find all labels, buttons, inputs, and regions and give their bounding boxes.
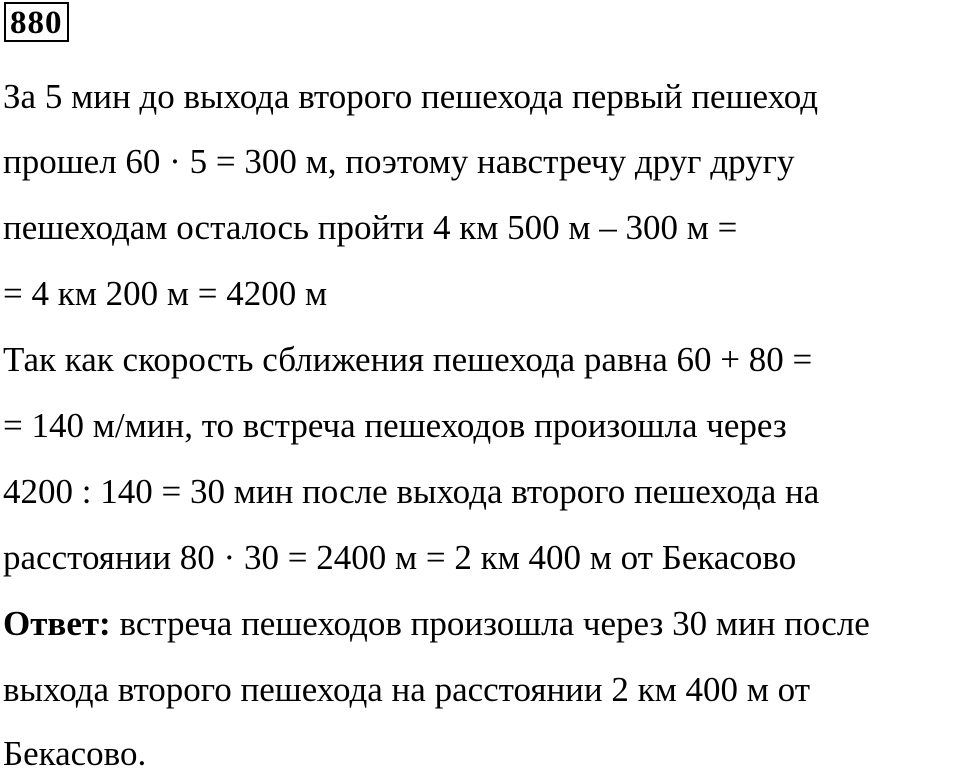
answer-text-1: встреча пешеходов произошла через 30 мин после (110, 604, 870, 643)
solution-line-7: 4200 : 140 = 30 мин после выхода второго пешехода на (3, 472, 820, 511)
solution-line-5: Так как скорость сближения пешехода равна 60 + 80 = (3, 340, 813, 379)
solution-line-1: За 5 мин до выхода второго пешехода первый пешеход (3, 77, 819, 116)
answer-line-3: Бекасово. (3, 734, 147, 773)
problem-number: 880 (4, 2, 69, 42)
answer-line-2: выхода второго пешехода на расстоянии 2 км 400 м от (3, 670, 811, 709)
solution-line-2: прошел 60 · 5 = 300 м, поэтому навстречу друг другу (3, 142, 795, 181)
solution-line-3: пешеходам осталось пройти 4 км 500 м – 300 м = (3, 208, 738, 247)
answer-line-1 (3, 604, 870, 644)
answer-label: Ответ: (3, 604, 111, 643)
solution-line-8: расстоянии 80 · 30 = 2400 м = 2 км 400 м от Бекасово (3, 538, 797, 577)
solution-line-6: = 140 м/мин, то встреча пешеходов произошла через (3, 406, 787, 445)
solution-line-4: = 4 км 200 м = 4200 м (3, 274, 328, 313)
